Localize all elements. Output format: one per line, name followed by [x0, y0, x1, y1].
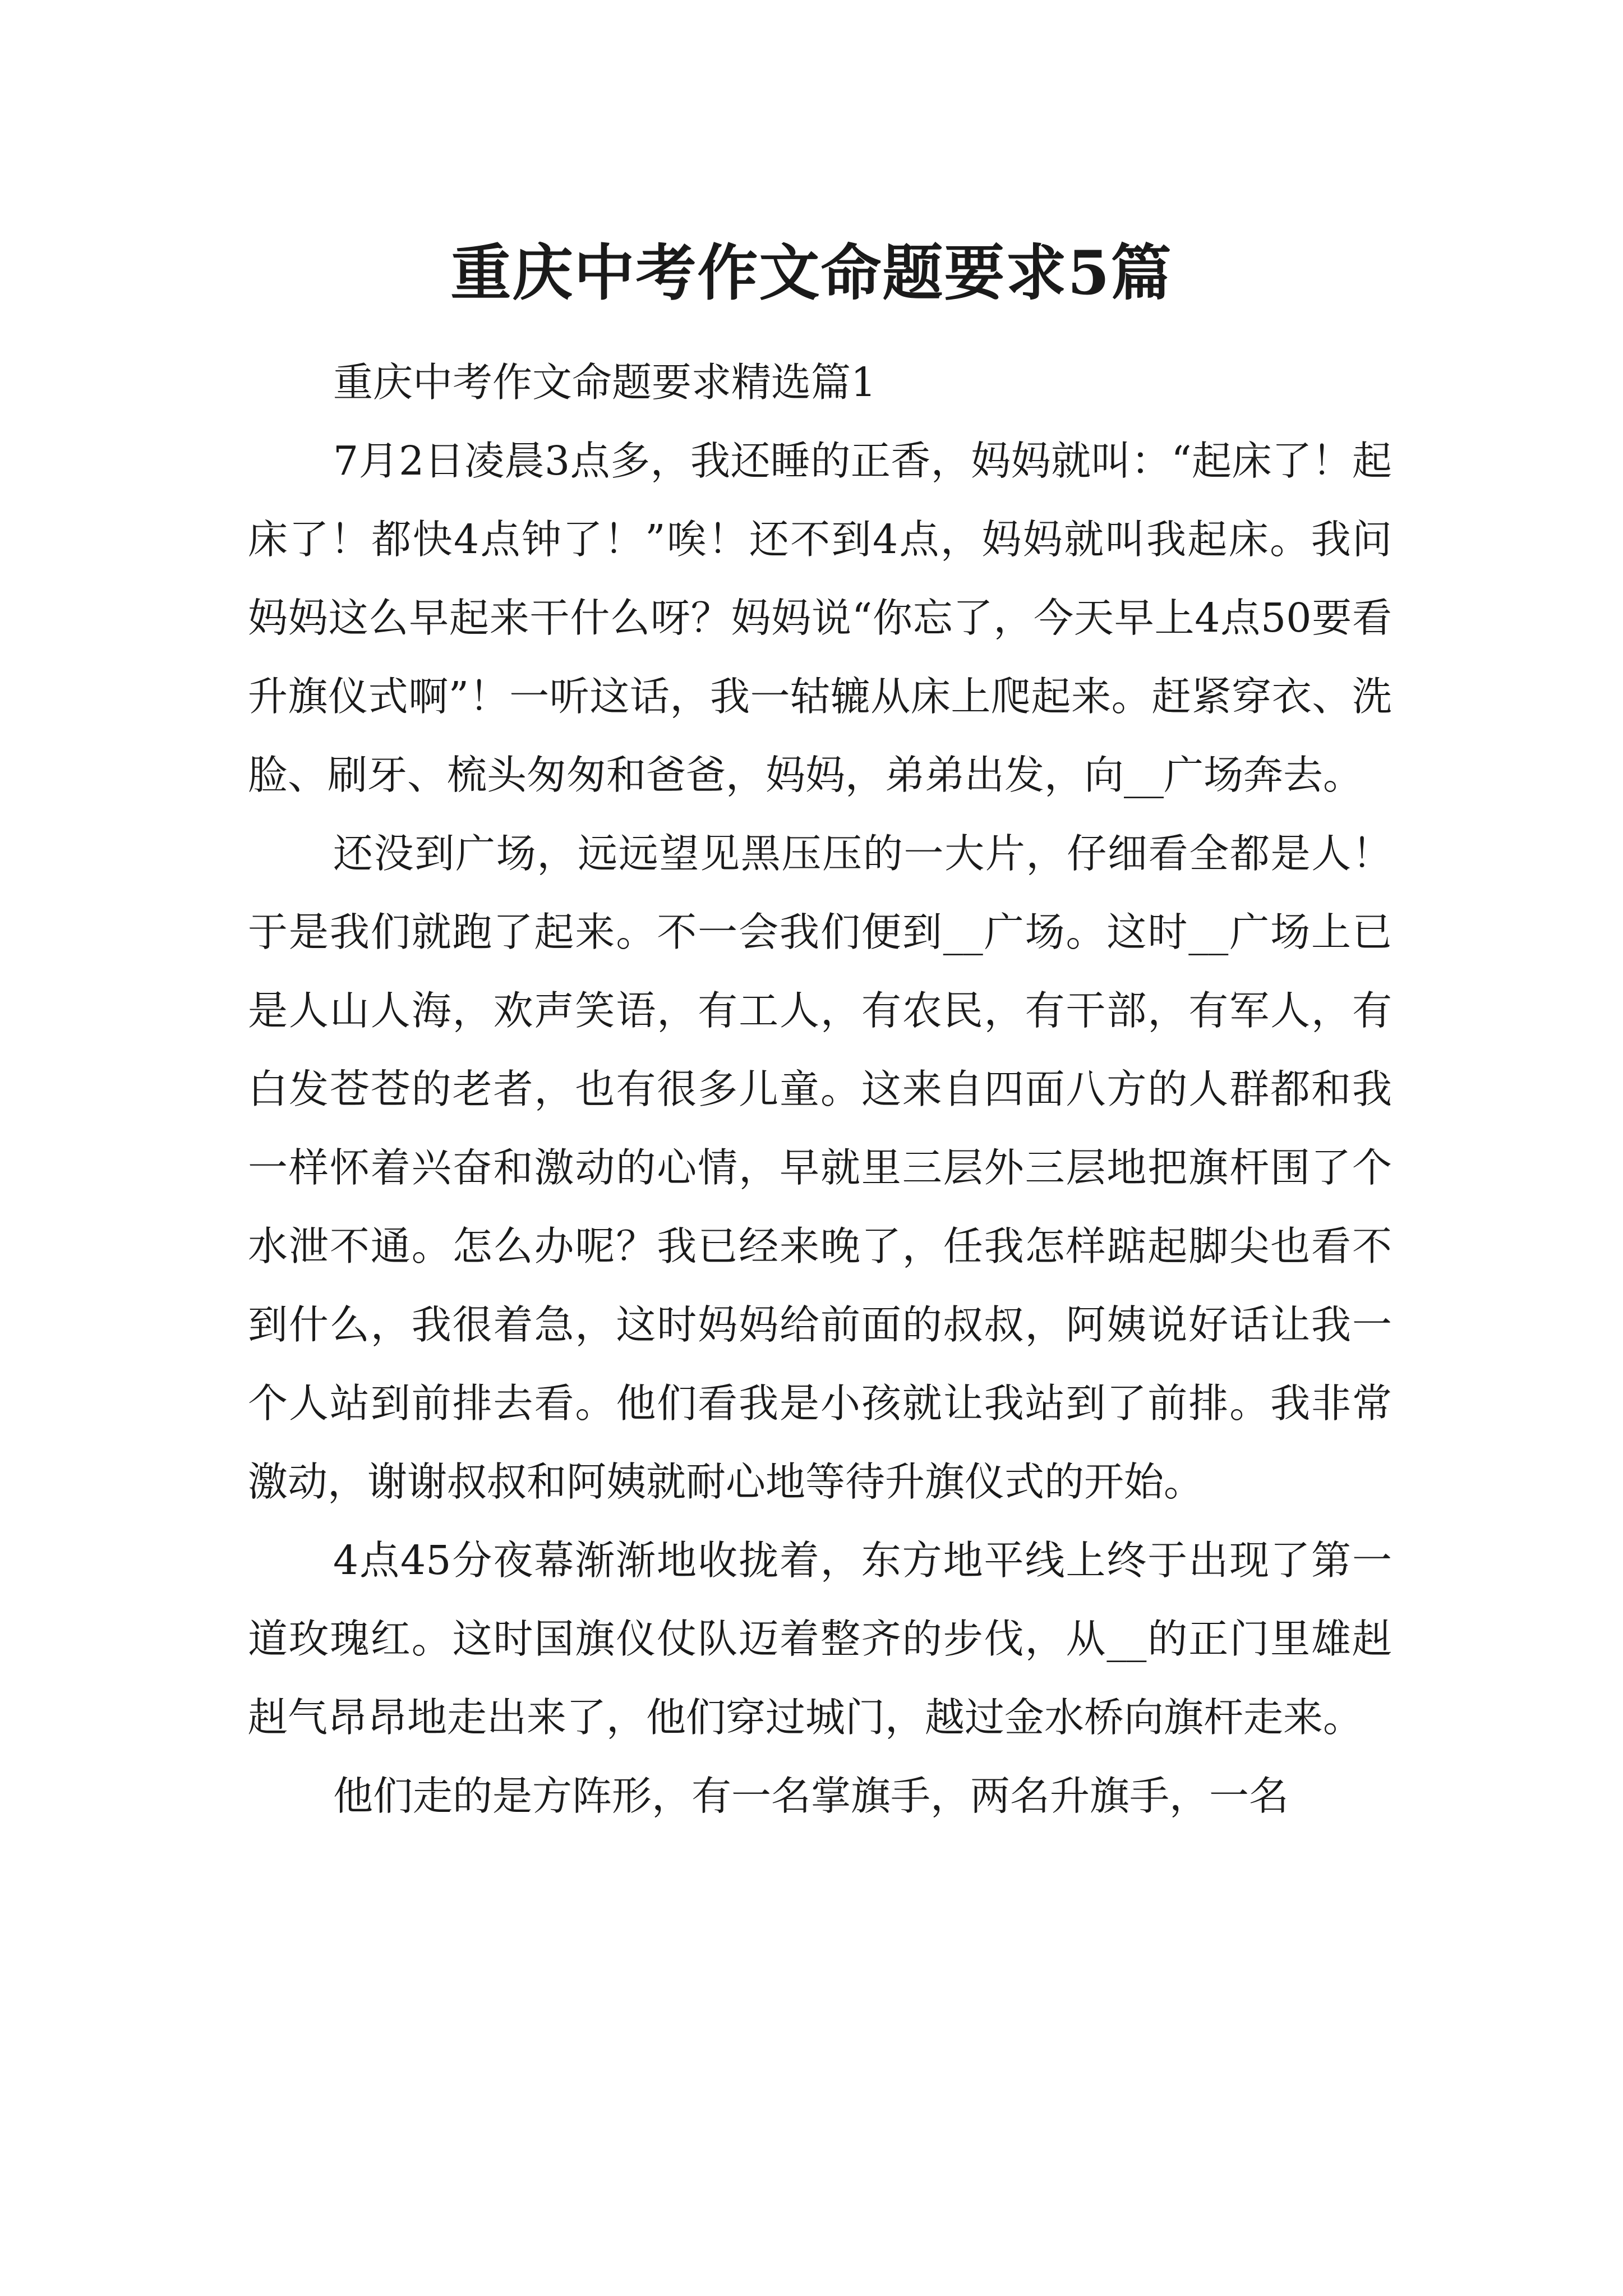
section-heading: 重庆中考作文命题要求精选篇1: [333, 359, 877, 406]
document-title: 重庆中考作文命题要求5篇: [450, 238, 1173, 309]
paragraph: 他们走的是方阵形，有一名掌旗手，两名升旗手，一名: [333, 1773, 1289, 1819]
paragraph: 还没到广场，远远望见黑压压的一大片，仔细看全都是人！于是我们就跑了起来。不一会我们便到__广场。这时__广场上已是人山人海，欢声笑语，有工人，有农民，有干部，有军人，有白发苍苍的老者，也有很多儿童。这来自四面八方的人群都和我一样怀着兴奋和激动的心情，早就里三层外三层地把旗杆围了个水泄不通。怎么办呢？我已经来晚了，任我怎样踮起脚尖也看不到什么，我很着急，这时妈妈给前面的叔叔，阿姨说好话让我一个人站到前排去看。他们看我是小孩就让我站到了前排。我非常激动，谢谢叔叔和阿姨就耐心地等待升旗仪式的开始。: [248, 830, 1392, 1505]
document-body: [248, 343, 1392, 1835]
paragraph: 4点45分夜幕渐渐地收拢着，东方地平线上终于出现了第一道玫瑰红。这时国旗仪仗队迈着整齐的步伐，从__的正门里雄赳赳气昂昂地走出来了，他们穿过城门，越过金水桥向旗杆走来。: [248, 1537, 1392, 1741]
paragraph: 7月2日凌晨3点多，我还睡的正香，妈妈就叫：“起床了！起床了！都快4点钟了！”唉！还不到4点，妈妈就叫我起床。我问妈妈这么早起来干什么呀？妈妈说“你忘了，今天早上4点50要看升旗仪式啊”！一听这话，我一轱辘从床上爬起来。赶紧穿衣、洗脸、刷牙、梳头匆匆和爸爸，妈妈，弟弟出发，向__广场奔去。: [248, 438, 1392, 798]
